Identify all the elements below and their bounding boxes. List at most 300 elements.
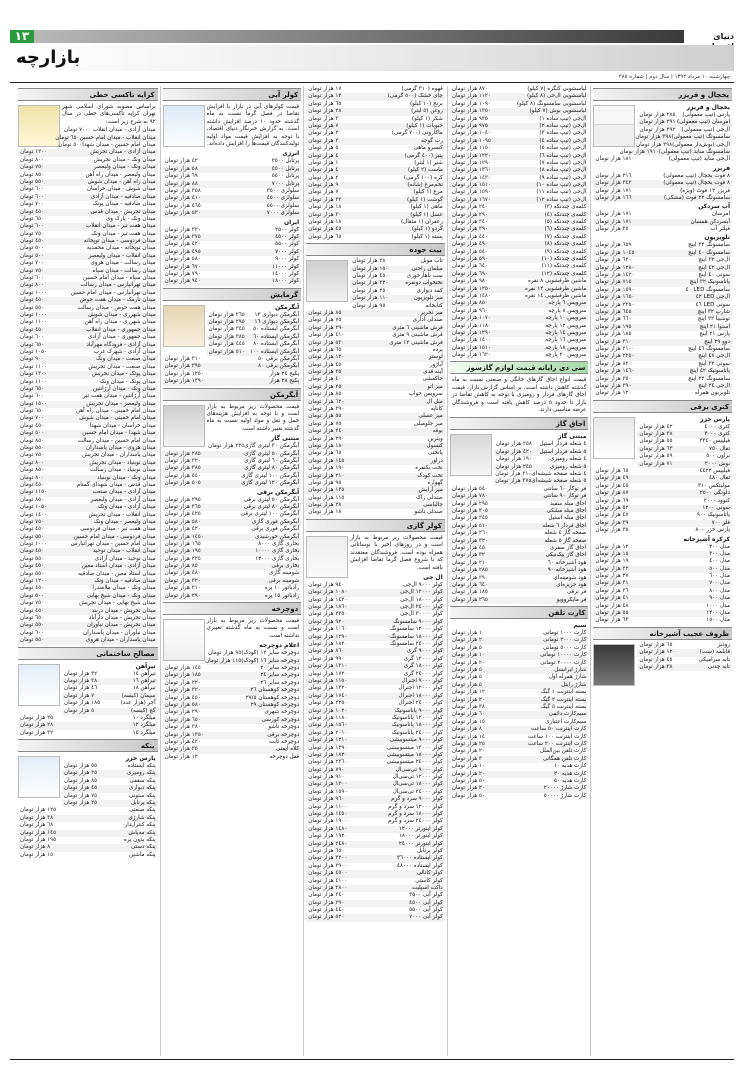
item-name: بخاری برقی (271, 563, 300, 570)
item-name: پرتابل ٤٥٠٠ (271, 165, 300, 172)
item-name: کولر اینورتر ١٢٠٠٠ (398, 825, 443, 832)
price-row (163, 210, 302, 217)
price-row (306, 509, 445, 516)
price-row (450, 286, 589, 293)
item-name: امرسان (711, 211, 730, 218)
item-price: ١٧ هزار تومان (308, 86, 342, 92)
item-name: فرش ماشینی ٩ متری (392, 332, 443, 339)
item-price: ٦٧٠ هزار تومان (164, 263, 201, 270)
item-price: ٨٢٠ هزار تومان (595, 360, 632, 367)
price-row (306, 384, 445, 391)
section-heading: گرمایش (163, 288, 302, 301)
price-row (593, 603, 732, 610)
price-row (306, 878, 445, 885)
item-price: ١٠ هزار تومان (451, 763, 485, 770)
ac-photo (306, 536, 348, 578)
price-row (306, 362, 445, 369)
price-row (450, 501, 589, 508)
price-list (163, 158, 302, 217)
item-price: ٥٠ هزار تومان (451, 777, 485, 784)
item-name: کولر ٩٠٠٠ اجنرال (401, 677, 443, 684)
item-price: ٣٢٠ هزار تومان (352, 280, 389, 287)
price-row (163, 480, 302, 487)
price-list (450, 86, 589, 359)
item-name: کولر اینورتر ٢٤٠٠٠ (398, 840, 443, 847)
item-price: ٣٧٥ هزار تومان (495, 478, 532, 485)
item-name: فر مایکروویو (556, 596, 587, 603)
item-price: ٥٥٠ تومان (20, 555, 45, 562)
item-name: کارت هدیه ٢٠ (554, 770, 587, 777)
price-row (18, 209, 158, 216)
item-price: ٤٩٠ هزار تومان (451, 241, 488, 248)
price-row (450, 711, 589, 718)
item-price: ١٥ هزار تومان (451, 718, 485, 725)
item-price: ٣٩٨ هزار تومان (636, 141, 673, 148)
divider (10, 1059, 734, 1060)
item-price: ٣٤٥ هزار تومان (451, 515, 488, 522)
item-name: سرویس ١٢ پارچه (545, 322, 587, 329)
item-price: ١٩٠ هزار تومان (495, 456, 532, 463)
price-row (163, 378, 302, 385)
item-name: پنکه دیواری (128, 785, 156, 792)
item-name: رب گوجه (421, 137, 443, 144)
item-name: کتری ٣٠٠٠ (704, 431, 730, 438)
item-name: کولر ٢٤٠٠٠ تی‌سی‌ال (392, 788, 443, 795)
item-name: کارت ١٠٠٠ تومانی (543, 630, 587, 637)
item-price: ١٢٨٠ هزار تومان (595, 264, 635, 271)
item-name: پنکه کنترل‌دار (124, 822, 156, 829)
price-row (637, 446, 732, 453)
item-price: ٦٠٠ تومان (20, 334, 45, 341)
item-name: کلمه‌ی چندتکه (٦) (544, 226, 587, 233)
item-price: ١١٥٠ هزار تومان (308, 677, 348, 684)
item-price: ١٢٥٠ هزار تومان (164, 731, 204, 738)
item-price: ٧٥٠ تومان (20, 164, 45, 171)
item-price: ٩٤٠ هزار تومان (164, 278, 201, 285)
item-price: ٢٩٠ هزار تومان (164, 709, 201, 716)
item-price: ٢٤٨٠ هزار تومان (308, 840, 348, 847)
item-price: ١٨٢٠ هزار تومان (308, 751, 348, 758)
item-price: ٤٥٠ هزار تومان (164, 694, 201, 701)
item-name: ال‌جی ٤٧ اینچ (698, 353, 730, 360)
price-row (306, 226, 445, 233)
item-price: ١٥٠ هزار تومان (352, 265, 389, 272)
price-row (18, 164, 158, 171)
sub-heading: مبتنی گاز (270, 435, 300, 443)
price-row (494, 456, 589, 463)
item-name: دوچرخه کوهستان ٢٩ (250, 701, 300, 708)
item-price: ٣٢٠ هزار تومان (451, 537, 488, 544)
item-name: بسته اینترنت ٥ گیگ (540, 703, 587, 710)
item-price: ١٣٦٠ هزار تومان (451, 167, 491, 174)
item-name: صندلی تاشو (414, 509, 443, 516)
price-row (637, 424, 732, 431)
item-price: ٥٠٠ تومان (20, 430, 45, 437)
price-row (163, 181, 302, 188)
item-name: کارت تلفن همگانی (542, 755, 587, 762)
item-price: ١٢٠٠ تومان (20, 149, 48, 156)
item-price: ٣٨٠ هزار تومان (164, 724, 201, 731)
item-price: ٥٥٠ تومان (20, 533, 45, 540)
item-name: ماست (٢ کیلو) (407, 167, 443, 174)
item-price: ٤٥٠ تومان (20, 526, 45, 533)
item-price: ٢٦٥ هزار تومان (451, 596, 488, 603)
price-row (593, 617, 732, 624)
item-price: ٦٦٠ هزار تومان (595, 316, 632, 323)
price-row (18, 245, 158, 252)
item-name: سلولزی ٥٥٠٠ (266, 202, 300, 209)
price-row (450, 300, 589, 307)
item-name: عسل (١ کیلو) (410, 211, 443, 218)
price-row (18, 430, 158, 437)
item-name: میدان آزادی - میدان انقلاب (92, 127, 156, 134)
item-name: پارس ٢١ اینچ (699, 331, 730, 338)
item-name: مدل ٦٠٠ (709, 573, 730, 580)
item-name: میدان راه آهن - میدان شوش (87, 178, 156, 185)
item-price: ١٤٦٠ هزار تومان (595, 368, 635, 375)
item-name: کولر ١٢٠٠٠ تی‌سی‌ال (392, 774, 443, 781)
sub-heading: مبتنی گاز (557, 433, 587, 441)
item-price: ٦٠٠ تومان (20, 393, 45, 400)
item-name: میدان صادقیه - میدان پونک (92, 201, 156, 208)
item-price: ٣٩٥ هزار تومان (164, 363, 201, 370)
item-price: ١٠٨٠ هزار تومان (308, 589, 348, 596)
price-row (593, 219, 732, 226)
price-row (18, 445, 158, 452)
item-price: ٥ هزار تومان (64, 707, 95, 714)
item-price: ١٩٢٠ هزار تومان (308, 833, 348, 840)
item-price: ٧٠٠ تومان (20, 415, 45, 422)
item-price: ٨٥٠ هزار تومان (308, 391, 345, 398)
item-name: فیلیپس ٣٣٤٠ (699, 438, 730, 445)
item-price: ١٢١٠ هزار تومان (308, 737, 348, 744)
item-price: ٧ هزار تومان (308, 122, 339, 129)
price-row (350, 273, 445, 280)
item-name: میدان شهدا - میدان امام حسین (82, 430, 156, 437)
price-row (18, 356, 158, 363)
price-row (163, 585, 302, 592)
item-name: مدل ١٥٠٠ (706, 617, 730, 624)
item-name: ماشین ظرفشویی ١٢ نفره (525, 285, 587, 292)
item-price: ٩٤٠ هزار تومان (308, 581, 345, 588)
item-name: میدان امام خمینی - میدان راه آهن (75, 408, 156, 415)
item-price: ٦٢٠ هزار تومان (595, 257, 632, 264)
sub-heading: تیرآهن (135, 662, 156, 670)
item-price: ٤٥٠ تومان (20, 326, 45, 333)
item-name: آبگرمکن ٥٠ لیتری برقی (243, 496, 300, 503)
item-name: سیم‌کارت دائمی (548, 711, 587, 718)
price-row (306, 234, 445, 241)
price-row (18, 844, 158, 851)
price-row (306, 708, 445, 715)
item-price: ٣٥ هزار تومان (164, 746, 198, 753)
item-name: کولر ٩٠٠٠ پاناسونیک (394, 707, 443, 714)
price-row (306, 759, 445, 766)
item-name: کارت اینترنت ١٠٠ ساعت (527, 733, 587, 740)
item-name: فریزر ١٢ فوت (ویژه) (680, 187, 730, 194)
item-name: کولر ٢٤٠٠٠ میتسوبیشی (386, 759, 443, 766)
item-name: پنکه ایستاده (127, 763, 156, 770)
price-row (637, 453, 732, 460)
item-name: کولر ٩٠٠٠ سامسونگ (393, 618, 443, 625)
item-price: ٢ هزار تومان (308, 130, 339, 137)
item-name: کولر ١٨٠٠٠ (272, 278, 300, 285)
item-name: گوشت (١ کیلو) (407, 196, 443, 203)
sub-heading: آبگرمکن برقی (257, 488, 300, 496)
item-name: کولر ٢٤٠٠٠ ال‌جی (400, 604, 443, 611)
price-row (637, 134, 732, 141)
item-name: کولر آبی ٤٥٠٠ (409, 899, 443, 906)
item-name: آباژور (429, 361, 443, 368)
price-row (207, 326, 302, 333)
item-name: کارت ٥٠٠٠ تومانی (543, 644, 587, 651)
item-name: میدان آزادی - میدان تجریش (90, 149, 156, 156)
item-price: ٨٠٠ تومان (20, 282, 45, 289)
item-name: کولر ١٢٠٠٠ گری (403, 655, 443, 662)
section-paragraph: قیمت انواع اجاق گازهای خانگی و صنعتی نسبت به ماه گذشته کاهش داشته است. بر اساس گزارش بازار، قیمت اجاق گازهای فردار و رومیزی با توجه به کاهش تقاضا در بازار تا حدود ٥ درصد کاهش یافته است و فروشندگان عرضه مناسبی دارند. (451, 377, 587, 414)
item-price: ١٥ هزار تومان (20, 851, 54, 858)
item-price: ٥ هزار تومان (451, 667, 482, 674)
price-list (163, 650, 302, 761)
item-name: آبگرمکن ٨٠ لیتری گازی (244, 465, 300, 472)
price-row (18, 149, 158, 156)
item-price: ٢١٠ هزار تومان (164, 585, 201, 592)
price-row (18, 401, 158, 408)
item-name: سلولزی ٧٠٠٠ (266, 210, 300, 217)
item-name: میدان آرژانتین - میدان هفت تیر (82, 393, 156, 400)
item-price: ١٦٥٠ هزار تومان (595, 294, 635, 301)
item-price: ٤٥ هزار تومان (308, 226, 342, 233)
item-name: صندلی راک (416, 494, 443, 501)
price-row (18, 637, 158, 644)
price-row (306, 189, 445, 196)
price-row (18, 438, 158, 445)
item-price: ٤٤٠ هزار تومان (164, 472, 201, 479)
item-name: کلمه‌ی چندتکه (٤) (544, 211, 587, 218)
item-price: ٢٢ هزار تومان (595, 565, 629, 572)
item-price: ٣٥ هزار تومان (595, 226, 629, 233)
item-name: آبگرمکن برقی ٥٠ (258, 356, 300, 363)
item-name: ماهی (١ کیلو) (410, 204, 443, 211)
price-row (306, 116, 445, 123)
item-price: ٧ هزار تومان (308, 189, 339, 196)
price-row (593, 195, 732, 202)
item-price: ٦٠٠ تومان (20, 629, 45, 636)
item-name: کولر ١٨٠٠٠ میتسوبیشی (386, 751, 443, 758)
item-name: حبوبات (١ کیلو) (406, 122, 443, 129)
price-row (62, 127, 158, 134)
item-price: ٦٥ هزار تومان (308, 100, 342, 107)
item-price: ٧٥٠ تومان (20, 267, 45, 274)
price-row (619, 148, 732, 156)
item-price: ١١٥٠ هزار تومان (451, 145, 491, 152)
item-price: ٧٩٠ هزار تومان (164, 270, 201, 277)
item-price: ٢٠ هزار تومان (451, 659, 485, 666)
price-row (18, 216, 158, 223)
item-price: ٢٣٥٠ هزار تومان (308, 611, 348, 618)
item-name: سامسونگ LED ٤٠ (685, 286, 730, 293)
item-price: ٥٣٠ هزار تومان (308, 339, 345, 346)
item-price: ٨٥٠ تومان (20, 467, 45, 474)
item-name: کولر ١٢٠٠٠ سرد و گرم (388, 803, 443, 810)
item-price: ٢٥ هزار تومان (64, 800, 98, 807)
item-name: مدل ٣٠٠ (709, 550, 730, 557)
sub-heading: فریزر (712, 164, 730, 172)
item-price: ١٥٩٠ هزار تومان (451, 189, 491, 196)
item-price: ٨٠٠ تومان (20, 459, 45, 466)
item-name: شارژ همراه اول (548, 674, 587, 681)
price-row (163, 465, 302, 472)
iron-photo (593, 417, 635, 459)
item-name: روغن (٥ لیتر) (411, 108, 443, 115)
price-row (306, 730, 445, 737)
item-name: زودپز (717, 641, 730, 648)
item-name: مرغ (١ کیلو) (413, 189, 443, 196)
price-row (593, 368, 732, 375)
price-row (593, 383, 732, 390)
price-row (593, 180, 732, 187)
item-name: اسنوا ٢١ اینچ (699, 323, 730, 330)
item-name: فرش ماشینی ٦ متری (392, 324, 443, 331)
price-row (62, 700, 158, 707)
price-row (306, 473, 445, 480)
item-name: ٤ شعله رومیزی (550, 456, 587, 463)
item-name: گچ (کیسه) (130, 707, 156, 714)
item-price: ٦٣ هزار تومان (595, 617, 629, 624)
item-name: میدان ونک - پارک وی (105, 215, 156, 222)
item-name: صفحه گاز ٤ شعله (544, 530, 587, 537)
price-row (450, 597, 589, 604)
price-row (306, 93, 445, 100)
item-name: هود جزیره‌ای (556, 581, 587, 588)
item-name: تخت کودک (417, 472, 443, 479)
item-price: ٥١٠ هزار تومان (451, 522, 488, 529)
item-price: ٤٩ هزار تومان (595, 475, 629, 482)
item-price: ٤٥٠ تومان (20, 297, 45, 304)
columns (10, 86, 734, 1056)
item-name: کولر آبی ٧٠٠٠ (409, 914, 443, 921)
item-name: تختخواب دونفره (405, 280, 443, 287)
item-name: آبگرمکن برقی ٨٠ (258, 363, 300, 370)
item-name: پنکه پرتابل (130, 800, 156, 807)
price-row (18, 275, 158, 282)
item-price: ١٨٠ هزار تومان (308, 442, 345, 449)
price-row (593, 331, 732, 338)
item-price: ٣ هزار تومان (451, 755, 482, 762)
item-name: ٨ فوت یخچال (تیپ معمولی) (663, 172, 730, 179)
section-paragraph: قیمت کولرهای آبی در بازار با افزایش تقاضا در فصل گرما نسبت به ماه گذشته حدود ١٠ درصد افزایش داشته است. به گزارش خبرنگار دنیای اقتصاد، با توجه به افزایش قیمت مواد اولیه تولیدکنندگان قیمت‌ها را افزایش داده‌اند. (206, 104, 300, 148)
price-row (163, 534, 302, 541)
item-name: میدان فردوسی - میدان توپخانه (83, 238, 156, 245)
item-name: میدان پونک - میدان تجریش (91, 371, 156, 378)
item-name: براون ٥٠٠ (706, 453, 730, 460)
price-row (18, 452, 158, 459)
price-row (450, 582, 589, 589)
item-name: بخاری گازی ٨٠٠٠ (258, 540, 300, 547)
column-4 (160, 86, 304, 1056)
price-row (450, 771, 589, 778)
price-row (163, 754, 302, 761)
item-price: ٤٥٠ تومان (20, 481, 45, 488)
item-price: ٤٥٠ تومان (20, 238, 45, 245)
price-row (62, 785, 158, 792)
item-name: تفال ٤٨٠ (709, 475, 730, 482)
price-row (450, 734, 589, 741)
price-row (450, 212, 589, 219)
item-name: دوچرخه سایز ١٢ (کودک) (241, 650, 300, 657)
item-name: کولر ١٨٠٠٠ پاناسونیک (391, 722, 443, 729)
item-price: ١٢٢٠ هزار تومان (451, 152, 491, 159)
price-row (450, 756, 589, 763)
item-price: ١١٠٠ تومان (20, 363, 48, 370)
price-row (306, 406, 445, 413)
item-price: ٤٢ هزار تومان (639, 423, 673, 430)
item-price: ٦٤٠ هزار تومان (451, 581, 488, 588)
sub-heading: یخچال و فریزر (686, 104, 730, 111)
item-price: ٥٨٠ هزار تومان (164, 518, 201, 525)
item-price: ٧٥ هزار تومان (308, 420, 342, 427)
item-name: آبگرمکن ایستاده ٦٠ (253, 333, 300, 340)
item-price: ٣١٠ هزار تومان (164, 356, 201, 363)
item-name: میلگرد ١٢ (132, 722, 156, 729)
price-row (450, 538, 589, 545)
item-price: ١٠٤٠ هزار تومان (451, 130, 491, 137)
price-row (306, 332, 445, 339)
item-name: اجاق گاز سفری (549, 544, 587, 551)
price-row (593, 498, 732, 505)
item-price: ٢٨ هزار تومان (20, 722, 54, 729)
item-price: ١٩٠٠ هزار تومان (308, 818, 348, 825)
price-row (306, 204, 445, 211)
item-price: ٢٠١٠ هزار تومان (308, 729, 348, 736)
price-row (18, 342, 158, 349)
item-price: ١ هزار تومان (308, 159, 339, 166)
price-row (306, 391, 445, 398)
item-price: ٣٢٠ هزار تومان (164, 458, 201, 464)
item-name: میدان جمهوری - میدان آزادی (88, 334, 156, 341)
price-row (18, 608, 158, 615)
item-price: ١١٠ هزار تومان (352, 295, 389, 302)
item-name: میدان صادقیه - میدان ونک (94, 578, 156, 585)
item-price: ١٨٥ هزار تومان (595, 331, 632, 338)
price-row (593, 257, 732, 264)
price-row (450, 130, 589, 137)
price-row (450, 660, 589, 667)
section-paragraph: قیمت محصولات زیر مربوط به بازار است و نسبت به ماه گذشته تغییری نداشته است. (206, 618, 300, 639)
item-price: ٤٥٠ تومان (20, 422, 45, 429)
item-name: سامسونگ ٤٦ اینچ (688, 345, 730, 352)
item-price: ٣٩٠٠ هزار تومان (308, 862, 348, 869)
item-name: کولر ٩٠٠٠ تی‌سی‌ال (395, 766, 443, 773)
item-name: میدان تهرانپارس - میدان امام حسین (70, 289, 156, 296)
item-price: ٢٩٠ هزار تومان (164, 592, 201, 599)
item-price: ٥ هزار تومان (451, 674, 482, 681)
price-row (163, 548, 302, 555)
price-row (18, 393, 158, 400)
item-name: شومینه برقی (268, 577, 300, 584)
item-price: ٦٥ هزار تومان (639, 641, 673, 648)
item-price: ١٠ هزار تومان (451, 652, 485, 659)
item-price: ١٠٧٠ هزار تومان (451, 315, 491, 322)
price-row (18, 730, 158, 737)
item-name: ال‌جی (تیپ ساده ٢) (539, 122, 587, 129)
item-name: کولر ١٢٠٠٠ پاناسونیک (391, 714, 443, 721)
item-price: ٣٢ هزار تومان (451, 552, 485, 559)
fan-photo (18, 756, 60, 798)
item-price: ٢٢٥ هزار تومان (164, 555, 201, 562)
item-price: ١١٥ هزار تومان (205, 657, 242, 664)
price-row (163, 724, 302, 731)
